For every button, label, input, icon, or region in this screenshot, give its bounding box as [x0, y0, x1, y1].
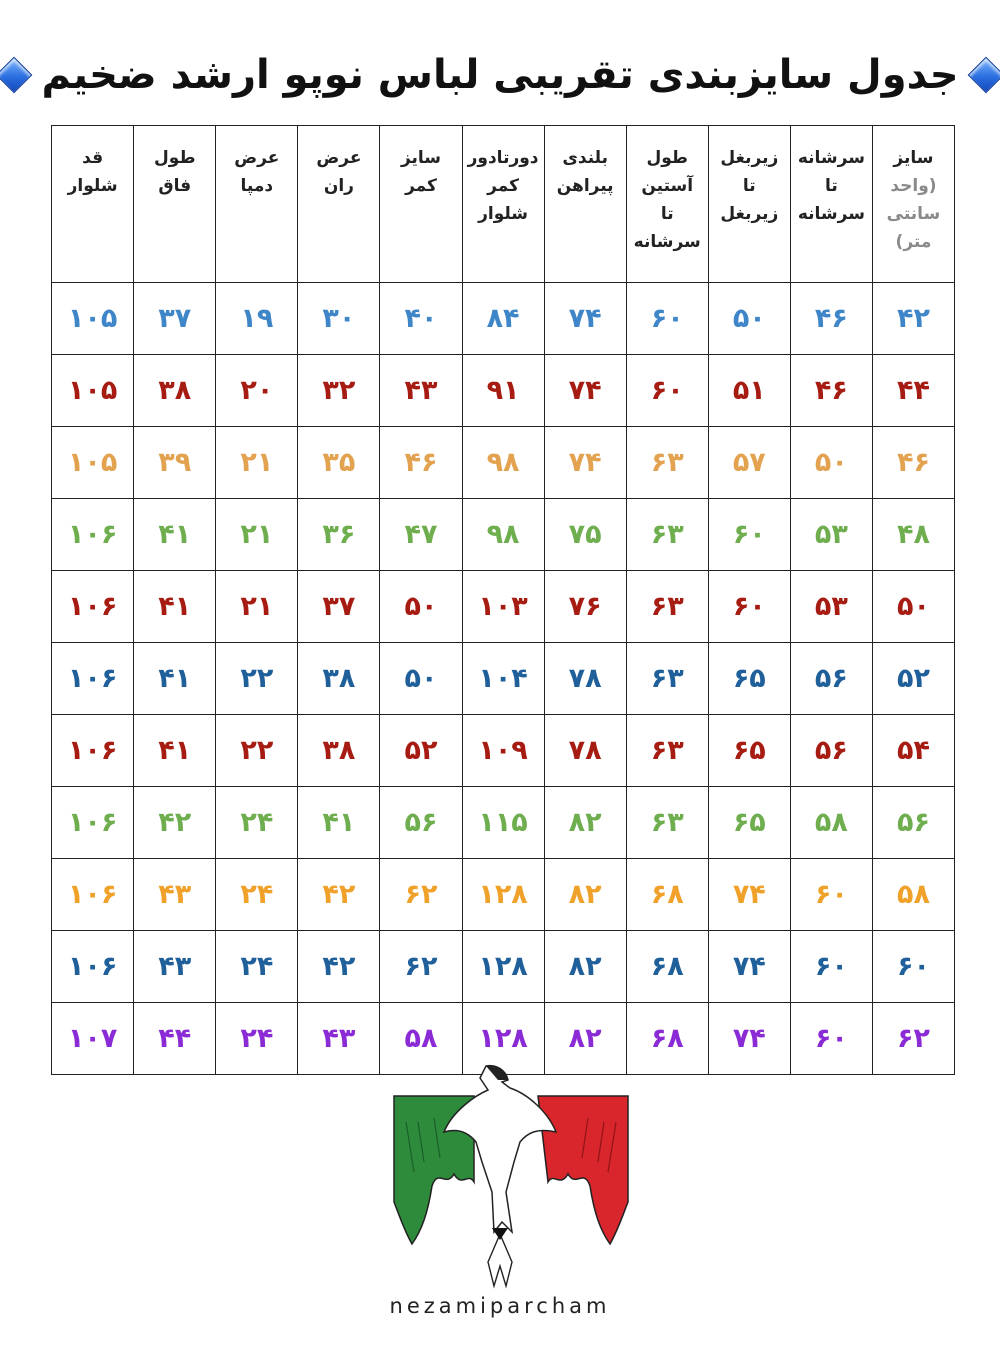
table-cell: ۳۶ — [298, 499, 380, 571]
table-cell: ۵۶ — [790, 715, 872, 787]
table-row — [52, 859, 955, 931]
table-cell: ۴۲ — [298, 859, 380, 931]
column-header-line: زیربغل — [720, 148, 779, 168]
column-header-line: آستین — [641, 176, 694, 196]
table-cell: ۱۰۷ — [52, 1003, 134, 1075]
table-cell: ۳۲ — [298, 355, 380, 427]
table-cell: ۵۸ — [872, 859, 954, 931]
table-cell: ۹۱ — [462, 355, 544, 427]
table-cell: ۲۴ — [216, 931, 298, 1003]
table-cell: ۳۵ — [298, 427, 380, 499]
table-cell: ۳۰ — [298, 283, 380, 355]
table-cell: ۶۲ — [380, 859, 462, 931]
table-cell: ۶۲ — [380, 931, 462, 1003]
table-cell: ۷۵ — [544, 499, 626, 571]
table-cell: ۶۲ — [872, 1003, 954, 1075]
column-header-line: دورتادور — [467, 148, 539, 168]
table-cell: ۲۴ — [216, 787, 298, 859]
table-cell: ۶۰ — [708, 499, 790, 571]
table-cell: ۲۱ — [216, 499, 298, 571]
table-cell: ۶۰ — [790, 931, 872, 1003]
table-cell: ۶۰ — [790, 1003, 872, 1075]
table-cell: ۵۸ — [380, 1003, 462, 1075]
table-cell: ۹۸ — [462, 427, 544, 499]
table-cell: ۲۴ — [216, 1003, 298, 1075]
column-header-line: سرشانه — [633, 232, 701, 252]
column-header-line: پیراهن — [556, 176, 614, 196]
column-header — [626, 126, 708, 283]
column-header-line: تا — [742, 176, 756, 196]
table-cell: ۷۶ — [544, 571, 626, 643]
table-cell: ۵۰ — [708, 283, 790, 355]
table-cell: ۷۴ — [544, 355, 626, 427]
table-cell: ۱۲۸ — [462, 1003, 544, 1075]
column-header-line: شلوار — [67, 176, 118, 196]
table-cell: ۱۰۶ — [52, 787, 134, 859]
table-cell: ۱۰۳ — [462, 571, 544, 643]
table-cell: ۶۳ — [626, 643, 708, 715]
column-header — [380, 126, 462, 283]
table-cell: ۵۰ — [380, 643, 462, 715]
table-row — [52, 715, 955, 787]
table-cell: ۶۳ — [626, 715, 708, 787]
column-header-line: کمر — [405, 176, 437, 196]
table-cell: ۶۰ — [872, 931, 954, 1003]
column-header-line: تا — [824, 176, 838, 196]
table-cell: ۴۱ — [134, 571, 216, 643]
table-cell: ۸۲ — [544, 931, 626, 1003]
table-cell: ۷۸ — [544, 643, 626, 715]
column-header — [708, 126, 790, 283]
table-row — [52, 571, 955, 643]
column-header — [544, 126, 626, 283]
table-cell: ۷۴ — [544, 283, 626, 355]
table-cell: ۶۸ — [626, 931, 708, 1003]
table-cell: ۱۰۶ — [52, 571, 134, 643]
table-cell: ۶۰ — [790, 859, 872, 931]
size-table — [51, 125, 955, 1075]
column-header-line: سرشانه — [797, 148, 865, 168]
column-header-line: قد — [82, 148, 104, 168]
table-cell: ۳۸ — [298, 715, 380, 787]
table-cell: ۱۰۶ — [52, 643, 134, 715]
table-cell: ۴۶ — [380, 427, 462, 499]
column-header-line: طول — [646, 148, 688, 168]
table-cell: ۷۴ — [708, 1003, 790, 1075]
table-cell: ۴۳ — [134, 931, 216, 1003]
table-cell: ۵۲ — [872, 643, 954, 715]
table-cell: ۴۱ — [134, 715, 216, 787]
blue-diamond-icon — [0, 57, 33, 94]
table-cell: ۱۲۸ — [462, 931, 544, 1003]
table-cell: ۲۱ — [216, 571, 298, 643]
table-row — [52, 643, 955, 715]
table-cell: ۴۰ — [380, 283, 462, 355]
table-cell: ۶۰ — [708, 571, 790, 643]
table-cell: ۶۳ — [626, 571, 708, 643]
table-cell: ۵۶ — [380, 787, 462, 859]
eagle-flag-logo — [388, 1062, 634, 1294]
table-cell: ۵۱ — [708, 355, 790, 427]
column-header-unit: سانتی — [886, 204, 941, 224]
table-row — [52, 787, 955, 859]
table-cell: ۲۰ — [216, 355, 298, 427]
table-cell: ۶۵ — [708, 787, 790, 859]
table-cell: ۷۴ — [708, 859, 790, 931]
table-cell: ۵۳ — [790, 499, 872, 571]
table-cell: ۱۰۶ — [52, 931, 134, 1003]
column-header-line: فاق — [158, 176, 192, 196]
table-cell: ۴۱ — [134, 643, 216, 715]
table-cell: ۱۰۵ — [52, 427, 134, 499]
table-cell: ۶۳ — [626, 787, 708, 859]
table-cell: ۴۲ — [134, 787, 216, 859]
table-cell: ۱۰۴ — [462, 643, 544, 715]
column-header — [872, 126, 954, 283]
column-header-line: سرشانه — [797, 204, 865, 224]
table-cell: ۱۰۶ — [52, 715, 134, 787]
table-cell: ۳۸ — [298, 643, 380, 715]
table-cell: ۵۲ — [380, 715, 462, 787]
table-cell: ۴۴ — [872, 355, 954, 427]
table-cell: ۳۹ — [134, 427, 216, 499]
column-header — [52, 126, 134, 283]
table-row — [52, 283, 955, 355]
table-cell: ۲۲ — [216, 643, 298, 715]
table-cell: ۱۰۶ — [52, 499, 134, 571]
table-cell: ۵۶ — [790, 643, 872, 715]
table-cell: ۲۲ — [216, 715, 298, 787]
table-cell: ۶۵ — [708, 643, 790, 715]
table-cell: ۴۶ — [790, 355, 872, 427]
table-cell: ۱۹ — [216, 283, 298, 355]
header-row — [52, 126, 955, 283]
column-header — [790, 126, 872, 283]
column-header-line: سایز — [400, 148, 442, 168]
table-cell: ۸۲ — [544, 859, 626, 931]
column-header-line: سایز — [893, 148, 934, 168]
table-cell: ۵۴ — [872, 715, 954, 787]
table-cell: ۲۴ — [216, 859, 298, 931]
table-cell: ۴۱ — [134, 499, 216, 571]
table-row — [52, 355, 955, 427]
title-bar — [0, 40, 1000, 110]
table-cell: ۴۳ — [298, 1003, 380, 1075]
column-header — [134, 126, 216, 283]
table-cell: ۶۸ — [626, 1003, 708, 1075]
table-cell: ۵۸ — [790, 787, 872, 859]
column-header-unit: (واحد — [890, 176, 937, 196]
table-body — [52, 283, 955, 1075]
column-header — [462, 126, 544, 283]
table-cell: ۴۷ — [380, 499, 462, 571]
table-cell: ۴۱ — [298, 787, 380, 859]
column-header-line: شلوار — [478, 204, 529, 224]
table-cell: ۴۴ — [134, 1003, 216, 1075]
brand-name: nezamiparcham — [389, 1294, 611, 1318]
table-cell: ۸۴ — [462, 283, 544, 355]
table-cell: ۴۳ — [134, 859, 216, 931]
table-cell: ۱۰۹ — [462, 715, 544, 787]
table-cell: ۷۸ — [544, 715, 626, 787]
table-cell: ۴۲ — [298, 931, 380, 1003]
table-row — [52, 427, 955, 499]
column-header-line: عرض — [316, 148, 362, 168]
table-cell: ۵۰ — [872, 571, 954, 643]
table-cell: ۶۳ — [626, 427, 708, 499]
table-cell: ۲۱ — [216, 427, 298, 499]
column-header-line: کمر — [487, 176, 519, 196]
table-cell: ۷۴ — [544, 427, 626, 499]
table-cell: ۳۷ — [134, 283, 216, 355]
column-header — [216, 126, 298, 283]
table-cell: ۷۴ — [708, 931, 790, 1003]
table-cell: ۴۸ — [872, 499, 954, 571]
table-cell: ۶۳ — [626, 499, 708, 571]
table-cell: ۵۰ — [380, 571, 462, 643]
table-cell: ۱۰۵ — [52, 283, 134, 355]
table-cell: ۵۳ — [790, 571, 872, 643]
table-cell: ۱۱۵ — [462, 787, 544, 859]
table-cell: ۶۸ — [626, 859, 708, 931]
column-header-line: ران — [323, 176, 354, 196]
column-header-line: دمپا — [240, 176, 274, 196]
table-cell: ۳۷ — [298, 571, 380, 643]
table-cell: ۴۶ — [872, 427, 954, 499]
table-cell: ۱۲۸ — [462, 859, 544, 931]
column-header — [298, 126, 380, 283]
page-title: جدول سایزبندی تقریبی لباس نوپو ارشد ضخیم — [41, 52, 959, 98]
column-header-line: طول — [154, 148, 196, 168]
table-cell: ۸۲ — [544, 1003, 626, 1075]
column-header-unit: متر) — [895, 232, 932, 252]
table-cell: ۸۲ — [544, 787, 626, 859]
table-cell: ۱۰۶ — [52, 859, 134, 931]
column-header-line: تا — [660, 204, 674, 224]
table-cell: ۶۵ — [708, 715, 790, 787]
table-cell: ۵۷ — [708, 427, 790, 499]
table-cell: ۴۲ — [872, 283, 954, 355]
column-header-line: بلندی — [562, 148, 608, 168]
table-cell: ۴۶ — [790, 283, 872, 355]
table-cell: ۳۸ — [134, 355, 216, 427]
table-row — [52, 499, 955, 571]
blue-diamond-icon — [967, 57, 1000, 94]
column-header-line: زیربغل — [720, 204, 779, 224]
table-cell: ۶۰ — [626, 283, 708, 355]
table-cell: ۴۳ — [380, 355, 462, 427]
column-header-line: عرض — [234, 148, 280, 168]
table-cell: ۶۰ — [626, 355, 708, 427]
table-cell: ۵۰ — [790, 427, 872, 499]
table-cell: ۹۸ — [462, 499, 544, 571]
table-cell: ۱۰۵ — [52, 355, 134, 427]
table-cell: ۵۶ — [872, 787, 954, 859]
table-row — [52, 931, 955, 1003]
